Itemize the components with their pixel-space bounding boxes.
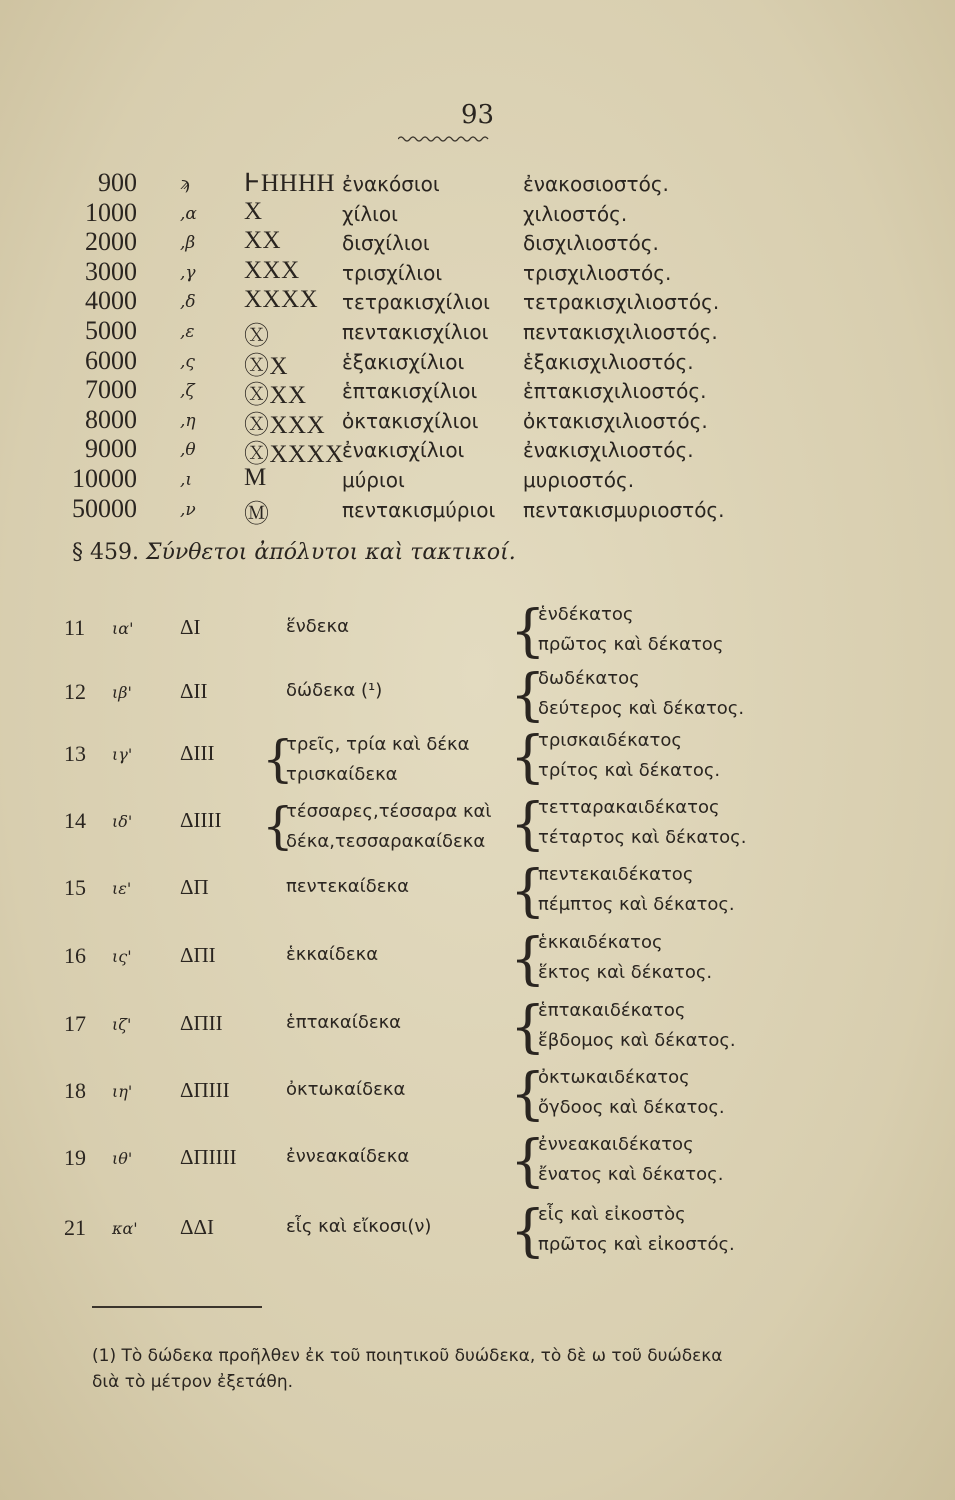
ordinal-brace: { (510, 599, 546, 664)
ordinal-cell: ἕβδομος καὶ δέκατος. (538, 1030, 736, 1051)
ordinal-brace: { (510, 859, 546, 924)
cardinal-cell: ἐνακόσιοι (342, 172, 440, 196)
ordinal-brace: { (510, 927, 546, 992)
ordinal-cell: ἑπτακισχιλιοστός. (523, 379, 707, 404)
attic-numeral-cell: ΔΙΙΙ (180, 741, 215, 765)
attic-numeral-cell: ⓍXXX (244, 411, 326, 439)
number-cell: 9000 (85, 434, 137, 464)
ordinal-cell: ὀκτακισχιλιοστός. (523, 408, 708, 433)
letter-numeral-cell: ,ε (180, 322, 195, 342)
letter-numeral-cell: ,ι (180, 470, 193, 490)
cardinal-cell: τρεῖς, τρία καὶ δέκα (286, 734, 470, 755)
letter-numeral-cell: ,θ (180, 440, 196, 461)
attic-numeral-cell: ͰHHHH (244, 170, 336, 197)
cardinal-cell: εἷς καὶ εἴκοσι(ν) (286, 1216, 432, 1237)
number-cell: 5000 (85, 316, 137, 345)
attic-numeral-cell: ΔΙ (180, 615, 201, 639)
attic-numeral-cell: X (244, 197, 263, 225)
number-cell: 17 (64, 1011, 86, 1036)
number-cell: 12 (64, 679, 86, 704)
attic-numeral-cell: XXX (244, 256, 300, 284)
ordinal-cell: πρῶτος καὶ εἰκοστός. (538, 1234, 735, 1255)
ordinal-cell: εἷς καὶ εἰκοστὸς (538, 1204, 686, 1225)
number-cell: 15 (64, 875, 86, 900)
letter-numeral-cell: ,ν (180, 499, 196, 520)
ordinal-cell: πρῶτος καὶ δέκατος (538, 634, 724, 655)
ordinal-cell: ἑξακισχιλιοστός. (523, 349, 694, 374)
footnote-rule (92, 1306, 262, 1308)
cardinal-cell: τρισχίλιοι (342, 260, 443, 285)
section-title: Σύνθετοι ἀπόλυτοι καὶ τακτικοί. (145, 540, 516, 565)
cardinal-brace: { (262, 797, 294, 855)
attic-numeral-cell: ΔΠΙΙΙ (180, 1078, 230, 1102)
cardinal-cell: ὀκτακισχίλιοι (342, 408, 479, 433)
cardinal-cell: ἑξακισχίλιοι (342, 349, 465, 374)
number-cell: 19 (64, 1145, 86, 1170)
cardinal-cell: ὀκτωκαίδεκα (286, 1079, 406, 1100)
letter-numeral-cell: ,δ (180, 292, 196, 313)
letter-numeral-cell: ,η (180, 410, 196, 431)
letter-numeral-cell: ,ς (180, 351, 195, 372)
page-number: 93 (460, 100, 495, 130)
letter-numeral-cell: ιδ' (112, 812, 133, 831)
ordinal-cell: ἑκκαιδέκατος (538, 932, 663, 953)
ordinal-cell: πεντεκαιδέκατος (538, 864, 694, 885)
ordinal-cell: πεντακισμυριοστός. (523, 497, 725, 522)
letter-numeral-cell: ιθ' (112, 1149, 133, 1168)
number-cell: 7000 (85, 375, 137, 405)
ordinal-cell: τέταρτος καὶ δέκατος. (538, 827, 747, 848)
attic-numeral-cell: Ⓜ (244, 500, 270, 528)
cardinal-brace: { (262, 730, 294, 788)
letter-numeral-cell: ις' (112, 947, 132, 966)
ordinal-brace: { (510, 1199, 546, 1264)
attic-numeral-cell: XXXX (244, 286, 319, 314)
cardinal-cell: τέσσαρες,τέσσαρα καὶ (286, 801, 492, 822)
number-cell: 21 (64, 1215, 86, 1240)
cardinal-cell: ἑπτακισχίλιοι (342, 379, 478, 404)
cardinal-cell: μύριοι (342, 468, 405, 492)
letter-numeral-cell: ,ζ (180, 381, 195, 402)
number-cell: 50000 (72, 493, 137, 523)
number-cell: 8000 (85, 404, 137, 434)
ordinal-cell: ἐνακισχιλιοστός. (523, 438, 694, 463)
ordinal-cell: δισχιλιοστός. (523, 231, 659, 256)
letter-numeral-cell: ιγ' (112, 745, 133, 764)
letter-numeral-cell: ιβ' (112, 683, 132, 702)
number-cell: 13 (64, 741, 86, 766)
cardinal-cell: δώδεκα (¹) (286, 680, 383, 701)
number-cell: 3000 (85, 256, 137, 286)
attic-numeral-cell: M (244, 464, 267, 491)
cardinal-cell: δισχίλιοι (342, 231, 430, 256)
ordinal-brace: { (510, 725, 546, 790)
ordinal-cell: ὄγδοος καὶ δέκατος. (538, 1097, 725, 1118)
cardinal-cell: πεντεκαίδεκα (286, 876, 409, 897)
attic-numeral-cell: ΔΠΙΙ (180, 1011, 223, 1035)
section-mark: § 459. (72, 540, 139, 565)
decorative-wavy-rule (398, 134, 490, 144)
letter-numeral-cell: ,γ (180, 262, 196, 283)
ordinal-cell: ἐνακοσιοστός. (523, 172, 669, 196)
cardinal-cell: τρισκαίδεκα (286, 764, 398, 785)
cardinal-cell: ἕνδεκα (286, 616, 349, 637)
attic-numeral-cell: ⓍX (244, 352, 289, 380)
ordinal-cell: πεντακισχιλιοστός. (523, 320, 718, 344)
ordinal-cell: μυριοστός. (523, 468, 635, 492)
ordinal-brace: { (510, 663, 546, 728)
ordinal-brace: { (510, 1062, 546, 1127)
ordinal-cell: τρισχιλιοστός. (523, 260, 672, 285)
ordinal-cell: ἐννεακαιδέκατος (538, 1134, 694, 1155)
attic-numeral-cell: ΔΠΙΙΙΙ (180, 1145, 237, 1169)
letter-numeral-cell: ,β (180, 233, 196, 254)
ordinal-cell: τετρακισχιλιοστός. (523, 290, 720, 315)
attic-numeral-cell: ΔΙΙ (180, 679, 208, 703)
ordinal-brace: { (510, 995, 546, 1060)
ordinal-cell: χιλιοστός. (523, 201, 628, 226)
ordinal-cell: δεύτερος καὶ δέκατος. (538, 698, 745, 719)
ordinal-cell: τετταρακαιδέκατος (538, 797, 720, 818)
letter-numeral-cell: ια' (112, 619, 134, 638)
letter-numeral-cell: ιζ' (112, 1015, 132, 1034)
ordinal-cell: ἔνατος καὶ δέκατος. (538, 1164, 724, 1185)
number-cell: 10000 (72, 464, 137, 493)
attic-numeral-cell: Ⓧ (244, 323, 270, 350)
ordinal-brace: { (510, 1129, 546, 1194)
number-cell: 18 (64, 1078, 86, 1103)
footnote-line-2: διὰ τὸ μέτρον ἐξετάθη. (92, 1372, 294, 1392)
attic-numeral-cell: ⓍXXXX (244, 441, 344, 469)
number-cell: 6000 (85, 345, 137, 375)
number-cell: 1000 (85, 197, 137, 227)
number-cell: 4000 (85, 286, 137, 316)
cardinal-cell: ἐνακισχίλιοι (342, 438, 465, 463)
cardinal-cell: τετρακισχίλιοι (342, 290, 490, 315)
ordinal-cell: ὀκτωκαιδέκατος (538, 1067, 690, 1088)
cardinal-cell: ἑπτακαίδεκα (286, 1012, 402, 1033)
cardinal-cell: ἐννεακαίδεκα (286, 1146, 410, 1167)
attic-numeral-cell: XX (244, 227, 282, 255)
ordinal-cell: τρισκαιδέκατος (538, 730, 682, 751)
ordinal-cell: ἕκτος καὶ δέκατος. (538, 962, 713, 983)
ordinal-cell: ἑπτακαιδέκατος (538, 1000, 686, 1021)
attic-numeral-cell: ΔΠ (180, 875, 209, 899)
attic-numeral-cell: ⓍXX (244, 382, 307, 410)
number-cell: 900 (98, 168, 137, 197)
ordinal-brace: { (510, 792, 546, 857)
attic-numeral-cell: ΔΔΙ (180, 1215, 215, 1239)
cardinal-cell: χίλιοι (342, 201, 398, 226)
cardinal-cell: δέκα,τεσσαρακαίδεκα (286, 831, 486, 852)
letter-numeral-cell: ϡ (180, 174, 190, 194)
ordinal-cell: δωδέκατος (538, 668, 640, 689)
letter-numeral-cell: ,α (180, 203, 197, 224)
cardinal-cell: ἑκκαίδεκα (286, 944, 379, 965)
attic-numeral-cell: ΔΠΙ (180, 943, 216, 967)
number-cell: 2000 (85, 227, 137, 257)
section-heading (72, 540, 516, 565)
attic-numeral-cell: ΔΙΙΙΙ (180, 808, 222, 832)
cardinal-cell: πεντακισμύριοι (342, 497, 496, 522)
letter-numeral-cell: ιη' (112, 1082, 133, 1101)
footnote-line-1: (1) Τὸ δώδεκα προῆλθεν ἐκ τοῦ ποιητικοῦ δυώδεκα, τὸ δὲ ω τοῦ δυώδεκα (92, 1346, 723, 1366)
letter-numeral-cell: ιε' (112, 879, 132, 898)
cardinal-cell: πεντακισχίλιοι (342, 320, 489, 344)
letter-numeral-cell: κα' (112, 1219, 138, 1238)
ordinal-cell: τρίτος καὶ δέκατος. (538, 760, 721, 781)
number-cell: 11 (64, 615, 86, 640)
number-cell: 16 (64, 943, 86, 968)
ordinal-cell: πέμπτος καὶ δέκατος. (538, 894, 735, 915)
ordinal-cell: ἑνδέκατος (538, 604, 634, 625)
number-cell: 14 (64, 808, 86, 833)
